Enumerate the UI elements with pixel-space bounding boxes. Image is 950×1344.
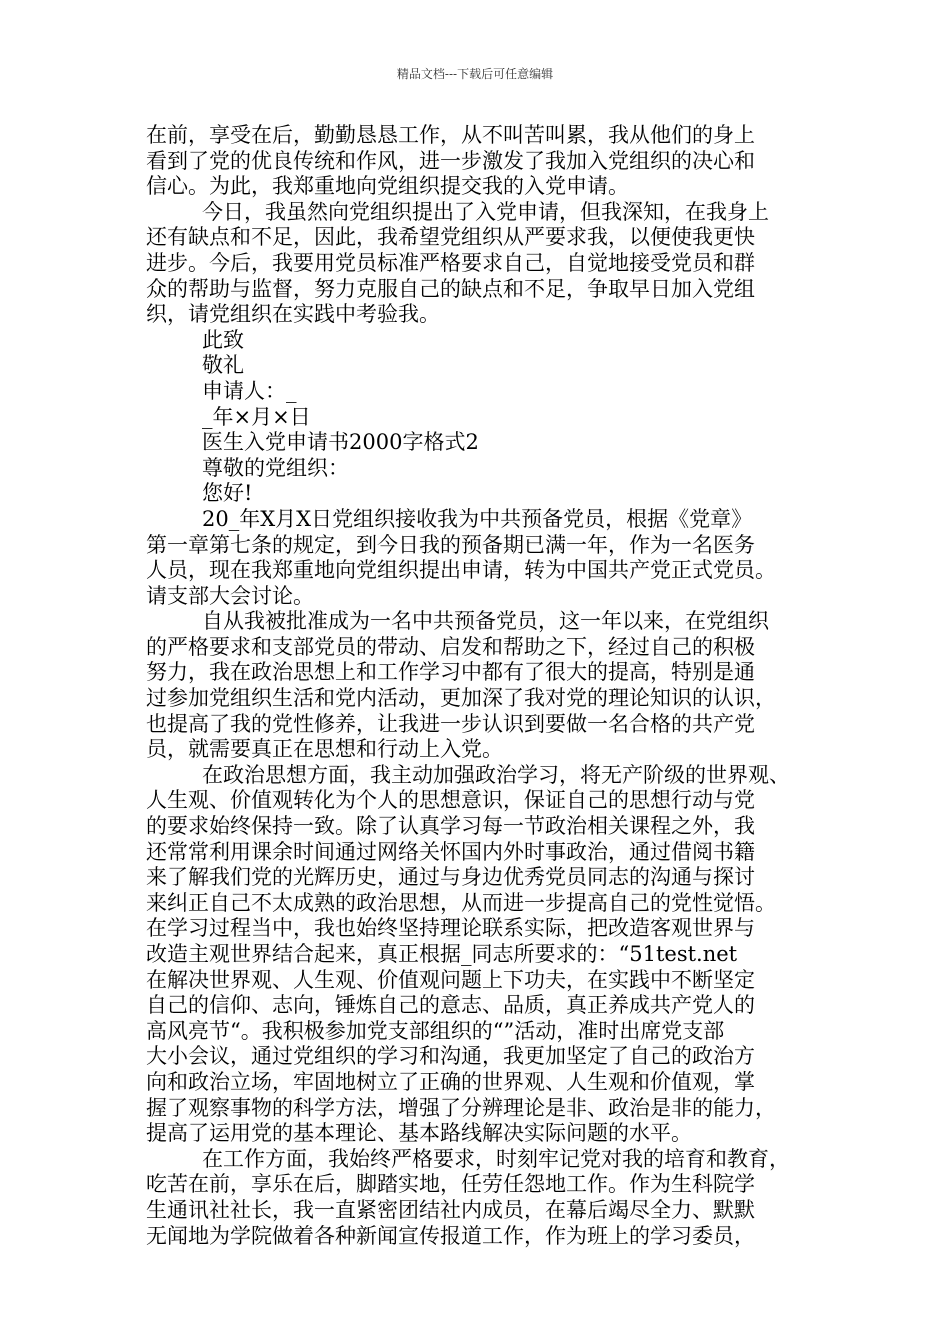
text-line: 织，请党组织在实践中考验我。 (146, 302, 440, 327)
text-line: 进步。今后，我要用党员标准严格要求自己，自觉地接受党员和群 (146, 250, 755, 275)
document-body (146, 123, 826, 1249)
text-line: _年×月×日 (202, 404, 311, 429)
text-line: 自己的信仰、志向，锤炼自己的意志、品质，真正养成共产党人的 (146, 993, 755, 1018)
text-line: 握了观察事物的科学方法，增强了分辨理论是非、政治是非的能力， (146, 1095, 776, 1120)
text-line: 吃苦在前，享乐在后，脚踏实地，任劳任怨地工作。作为生科院学 (146, 1172, 755, 1197)
text-line: 医生入党申请书2000字格式2 (202, 430, 479, 455)
text-line: 也提高了我的党性修养，让我进一步认识到要做一名合格的共产党 (146, 711, 755, 736)
text-line: 还常常利用课余时间通过网络关怀国内外时事政治，通过借阅书籍 (146, 839, 755, 864)
text-line: 员，就需要真正在思想和行动上入党。 (146, 737, 503, 762)
text-line: 来纠正自己不太成熟的政治思想，从而进一步提高自己的党性觉悟。 (146, 890, 776, 915)
text-line: 申请人：_ (202, 378, 297, 403)
text-line: 在解决世界观、人生观、价值观问题上下功夫，在实践中不断坚定 (146, 967, 755, 992)
text-line: 努力，我在政治思想上和工作学习中都有了很大的提高，特别是通 (146, 660, 755, 685)
text-line: 请支部大会讨论。 (146, 583, 314, 608)
text-line: 在学习过程当中，我也始终坚持理论联系实际，把改造客观世界与 (146, 916, 755, 941)
text-line: 您好! (202, 481, 253, 506)
text-line: 在政治思想方面，我主动加强政治学习，将无产阶级的世界观、 (202, 762, 790, 787)
text-line: 还有缺点和不足，因此，我希望党组织从严要求我，以便使我更快 (146, 225, 755, 250)
text-line: 人员，现在我郑重地向党组织提出申请，转为中国共产党正式党员。 (146, 558, 776, 583)
text-line: 信心。为此，我郑重地向党组织提交我的入党申请。 (146, 174, 629, 199)
text-line: 高风亮节“。我积极参加党支部组织的“”活动，准时出席党支部 (146, 1018, 725, 1043)
text-line: 大小会议，通过党组织的学习和沟通，我更加坚定了自己的政治方 (146, 1044, 755, 1069)
text-line: 第一章第七条的规定，到今日我的预备期已满一年，作为一名医务 (146, 532, 755, 557)
text-line: 过参加党组织生活和党内活动，更加深了我对党的理论知识的认识， (146, 686, 776, 711)
text-line: 人生观、价值观转化为个人的思想意识，保证自己的思想行动与党 (146, 788, 755, 813)
text-line: 无闻地为学院做着各种新闻宣传报道工作，作为班上的学习委员， (146, 1223, 755, 1248)
text-line: 看到了党的优良传统和作风，进一步激发了我加入党组织的决心和 (146, 148, 755, 173)
text-line: 生通讯社社长，我一直紧密团结社内成员，在幕后竭尽全力、默默 (146, 1197, 755, 1222)
text-line: 在工作方面，我始终严格要求，时刻牢记党对我的培育和教育， (202, 1146, 790, 1171)
text-line: 的严格要求和支部党员的带动、启发和帮助之下，经过自己的积极 (146, 634, 755, 659)
text-line: 向和政治立场，牢固地树立了正确的世界观、人生观和价值观，掌 (146, 1069, 755, 1094)
text-line: 今日，我虽然向党组织提出了入党申请，但我深知，在我身上 (202, 199, 769, 224)
text-line: 在前，享受在后，勤勤恳恳工作，从不叫苦叫累，我从他们的身上 (146, 123, 755, 147)
text-line: 来了解我们党的光辉历史，通过与身边优秀党员同志的沟通与探讨 (146, 865, 755, 890)
text-line: 的要求始终保持一致。除了认真学习每一节政治相关课程之外，我 (146, 814, 755, 839)
text-line: 自从我被批准成为一名中共预备党员，这一年以来，在党组织 (202, 609, 769, 634)
text-line: 尊敬的党组织： (202, 455, 349, 480)
page-header: 精品文档---下载后可任意编辑 (396, 67, 554, 81)
text-line: 众的帮助与监督，努力克服自己的缺点和不足，争取早日加入党组 (146, 276, 755, 301)
text-line: 提高了运用党的基本理论、基本路线解决实际问题的水平。 (146, 1121, 692, 1146)
text-line: 20_年X月X日党组织接收我为中共预备党员，根据《党章》 (202, 506, 753, 531)
text-line: 敬礼 (202, 353, 244, 378)
text-line: 此致 (202, 327, 244, 352)
text-line: 改造主观世界结合起来，真正根据_同志所要求的：“51test.net (146, 942, 738, 966)
